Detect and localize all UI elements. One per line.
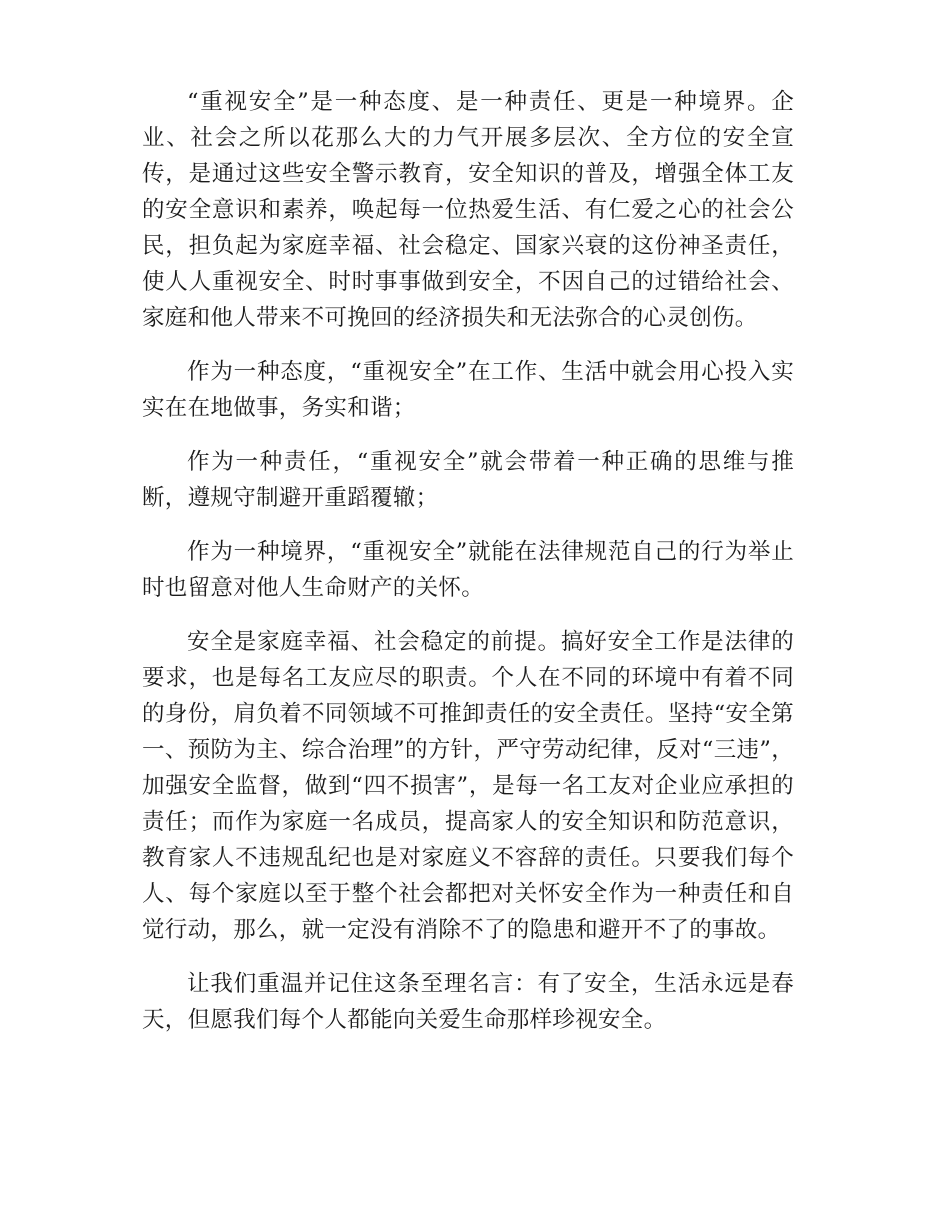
paragraph-closing: 让我们重温并记住这条至理名言：有了安全，生活永远是春天，但愿我们每个人都能向关爱生命那样珍视安全。 xyxy=(142,971,794,1033)
paragraph-safety-premise: 安全是家庭幸福、社会稳定的前提。搞好安全工作是法律的要求，也是每名工友应尽的职责。个人在不同的环境中有着不同的身份，肩负着不同领域不可推卸责任的安全责任。坚持“安全第一、预防为主、综合治理”的方针，严守劳动纪律，反对“三违”，加强安全监督，做到“四不损害”，是每一名工友对企业应承担的责任；而作为家庭一名成员，提高家人的安全知识和防范意识，教育家人不违规乱纪也是对家庭义不容辞的责任。只要我们每个人、每个家庭以至于整个社会都把对关怀安全作为一种责任和自觉行动，那么，就一定没有消除不了的隐患和避开不了的事故。 xyxy=(142,629,794,943)
document-body xyxy=(142,84,794,1056)
paragraph-realm: 作为一种境界，“重视安全”就能在法律规范自己的行为举止时也留意对他人生命财产的关怀。 xyxy=(142,539,794,601)
paragraph-intro: “重视安全”是一种态度、是一种责任、更是一种境界。企业、社会之所以花那么大的力气开展多层次、全方位的安全宣传，是通过这些安全警示教育，安全知识的普及，增强全体工友的安全意识和素养，唤起每一位热爱生活、有仁爱之心的社会公民，担负起为家庭幸福、社会稳定、国家兴衰的这份神圣责任，使人人重视安全、时时事事做到安全，不因自己的过错给社会、家庭和他人带来不可挽回的经济损失和无法弥合的心灵创伤。 xyxy=(142,89,794,331)
paragraph-responsibility: 作为一种责任，“重视安全”就会带着一种正确的思维与推断，遵规守制避开重蹈覆辙； xyxy=(142,449,794,511)
paragraph-attitude: 作为一种态度，“重视安全”在工作、生活中就会用心投入实实在在地做事，务实和谐； xyxy=(142,359,794,421)
